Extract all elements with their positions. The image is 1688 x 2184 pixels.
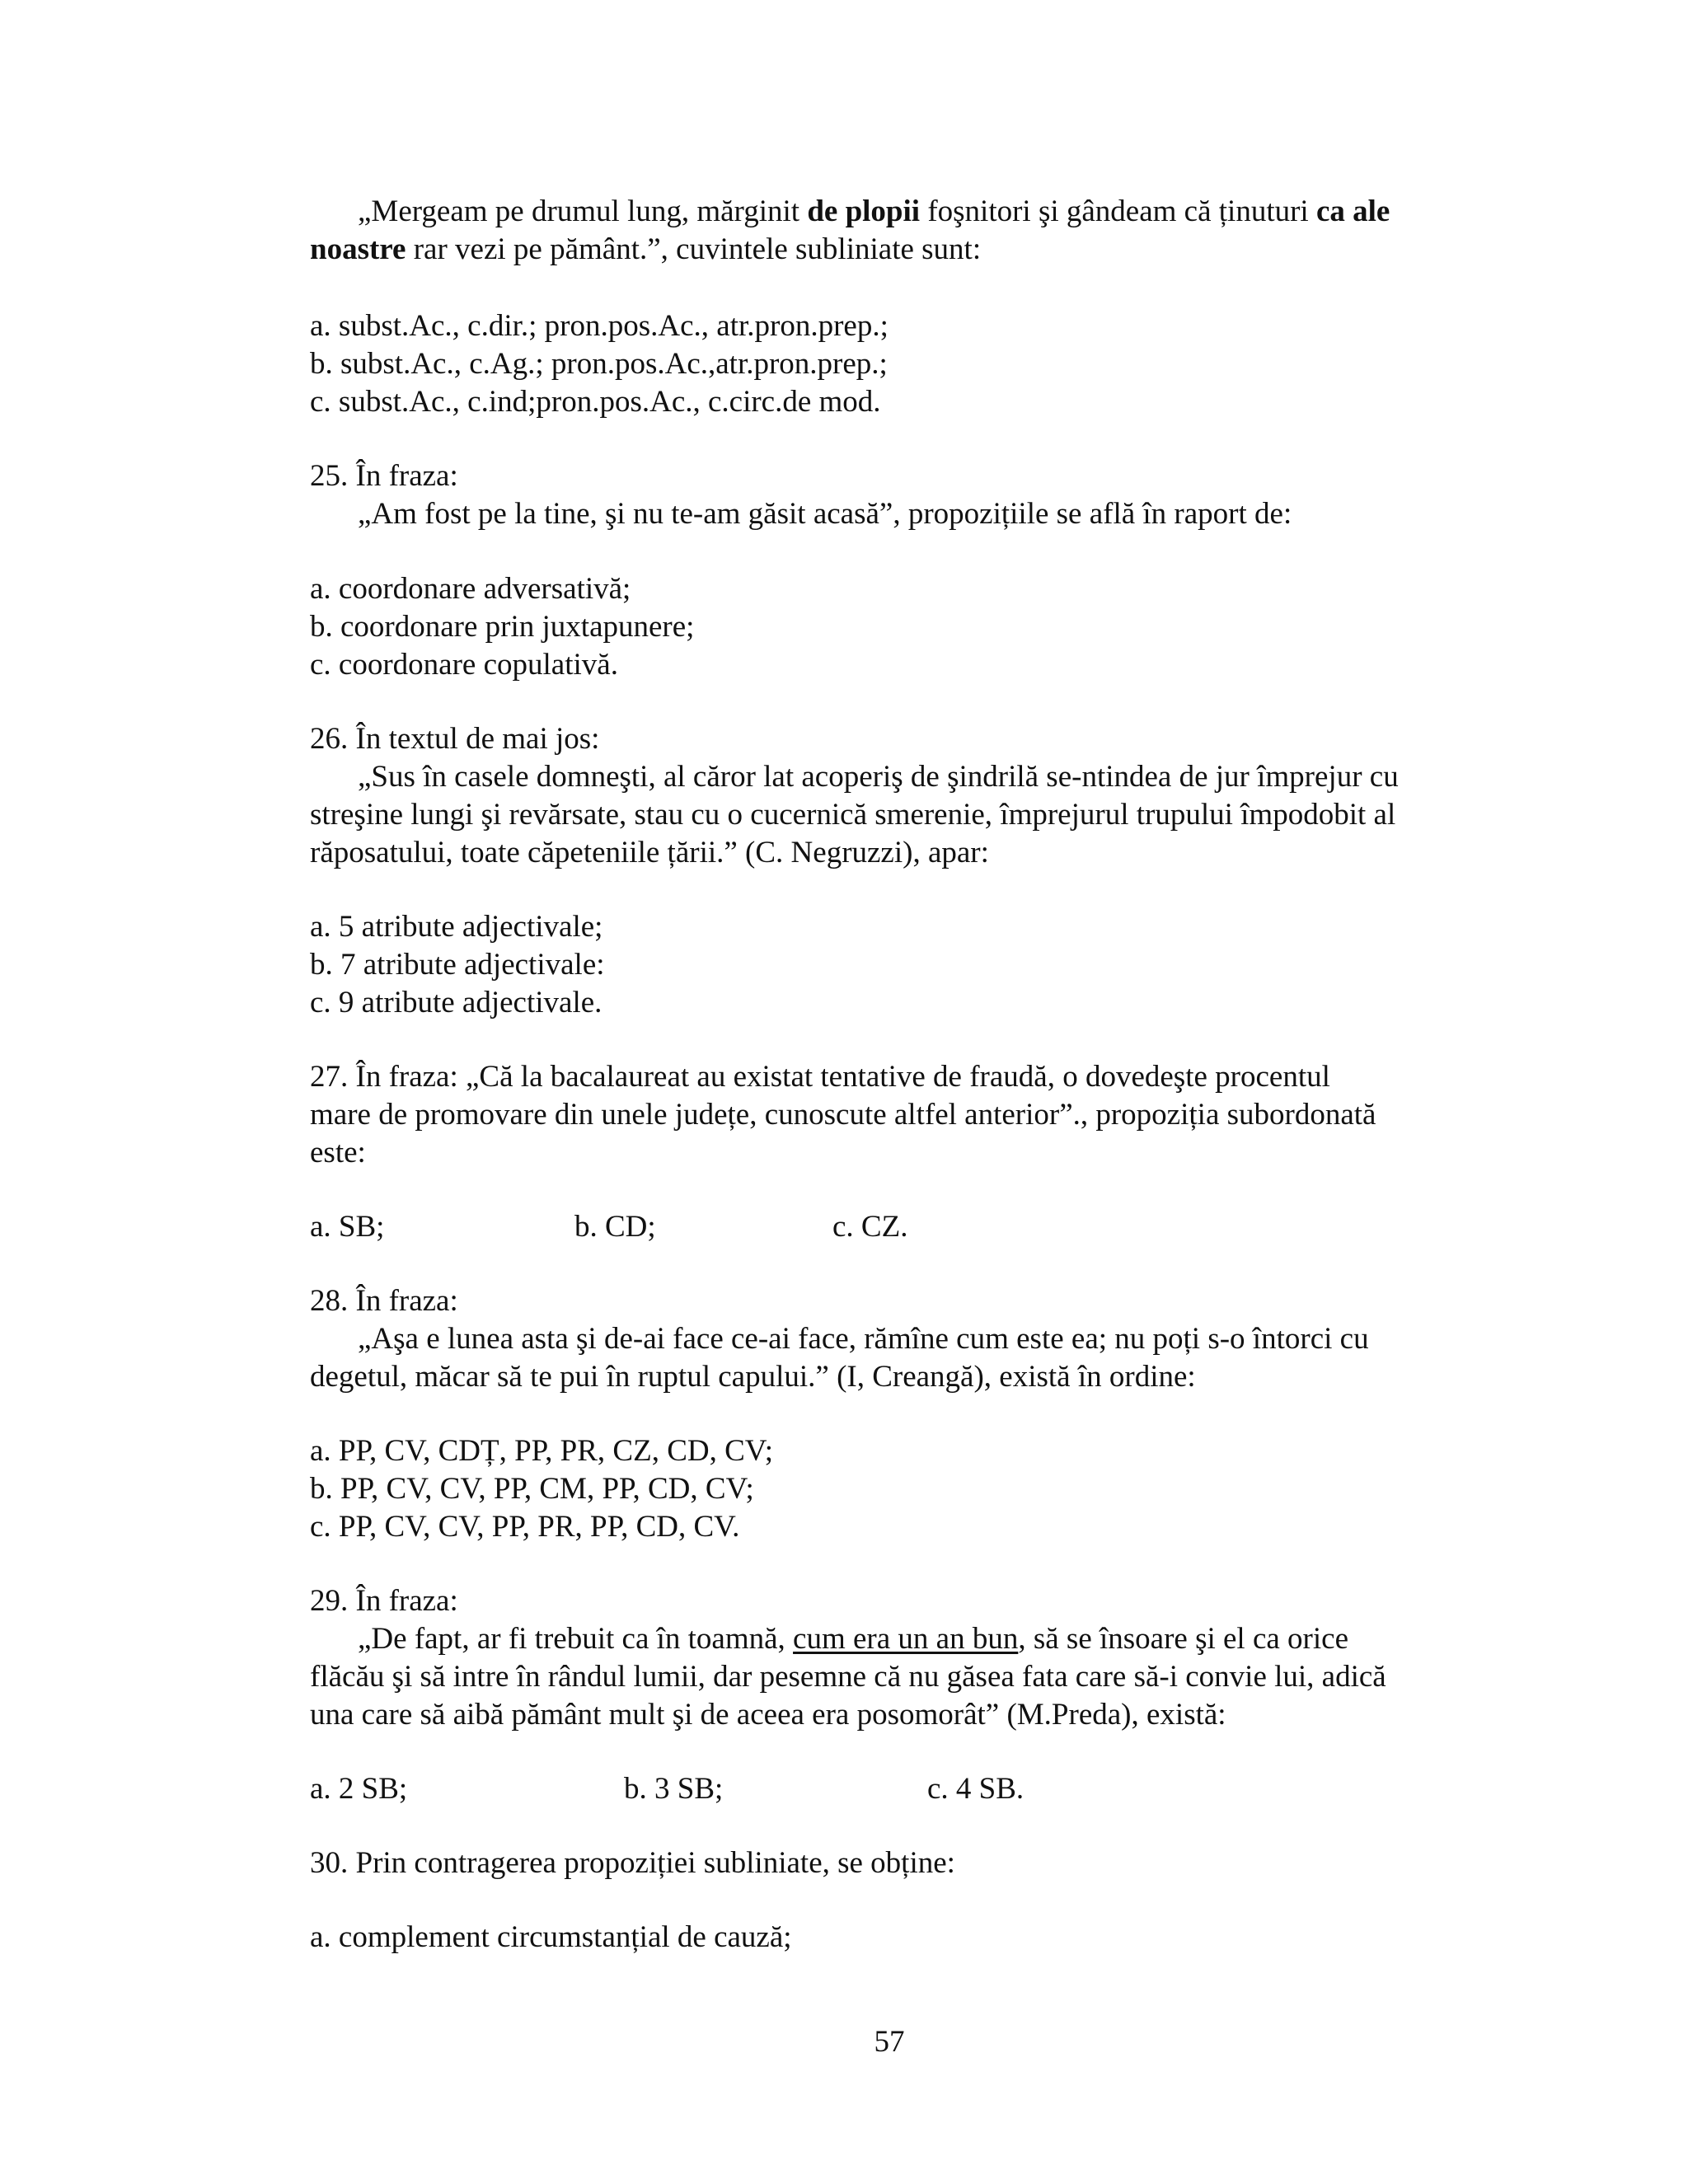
question-29-text: „De fapt, ar fi trebuit ca în toamnă, (358, 1622, 794, 1656)
question-29-underlined-clause: cum era un an bun (793, 1622, 1019, 1656)
question-25-option-a: a. coordonare adversativă; (310, 572, 631, 606)
question-29-option-a: a. 2 SB; (310, 1772, 408, 1806)
question-29-text: , să se însoare şi el ca orice (1018, 1622, 1349, 1656)
question-26-option-a: a. 5 atribute adjectivale; (310, 910, 603, 944)
intro-text: „Mergeam pe drumul lung, mărginit (358, 194, 808, 228)
intro-line-1 (358, 193, 1390, 231)
intro-bold-term: noastre (310, 232, 406, 266)
question-29-option-c: c. 4 SB. (927, 1772, 1025, 1806)
question-27-option-b: b. CD; (574, 1210, 656, 1244)
question-30-option-a: a. complement circumstanțial de cauză; (310, 1920, 792, 1954)
intro-text: rar vezi pe pământ.”, cuvintele subliniate sunt: (406, 232, 982, 266)
question-26-line-1: „Sus în casele domneşti, al căror lat acoperiş de şindrilă se-ntindea de jur împrejur cu (358, 760, 1399, 794)
intro-option-c: c. subst.Ac., c.ind;pron.pos.Ac., c.circ.de mod. (310, 385, 881, 419)
question-28-line-1: „Aşa e lunea asta şi de-ai face ce-ai face, rămîne cum este ea; nu poți s-o întorci cu (358, 1322, 1369, 1356)
question-29-heading: 29. În fraza: (310, 1584, 458, 1618)
intro-option-b: b. subst.Ac., c.Ag.; pron.pos.Ac.,atr.pron.prep.; (310, 347, 888, 381)
question-28-option-c: c. PP, CV, CV, PP, PR, PP, CD, CV. (310, 1510, 740, 1544)
question-29-line-3: una care să aibă pământ mult şi de aceea era posomorât” (M.Preda), există: (310, 1698, 1226, 1732)
question-27-option-c: c. CZ. (832, 1210, 908, 1244)
question-27-line-3: este: (310, 1136, 366, 1169)
question-29-line-1 (358, 1620, 1348, 1658)
question-26-heading: 26. În textul de mai jos: (310, 722, 600, 756)
question-30-heading: 30. Prin contragerea propoziției subliniate, se obține: (310, 1846, 955, 1880)
question-29-line-2: flăcău şi să intre în rândul lumii, dar pesemne că nu găsea fata care să-i convie lui, adică (310, 1660, 1386, 1694)
question-28-option-a: a. PP, CV, CDȚ, PP, PR, CZ, CD, CV; (310, 1434, 774, 1468)
question-26-option-c: c. 9 atribute adjectivale. (310, 986, 603, 1019)
intro-text: foşnitori şi gândeam că ținuturi (920, 194, 1316, 228)
question-28-heading: 28. În fraza: (310, 1284, 458, 1318)
question-25-option-b: b. coordonare prin juxtapunere; (310, 610, 695, 644)
question-26-option-b: b. 7 atribute adjectivale: (310, 948, 605, 982)
question-27-line-2: mare de promovare din unele județe, cunoscute altfel anterior”., propoziția subordonată (310, 1098, 1376, 1132)
question-27-option-a: a. SB; (310, 1210, 385, 1244)
intro-option-a: a. subst.Ac., c.dir.; pron.pos.Ac., atr.pron.prep.; (310, 309, 889, 343)
question-26-line-3: răposatului, toate căpeteniile țării.” (C. Negruzzi), apar: (310, 836, 989, 869)
question-28-option-b: b. PP, CV, CV, PP, CM, PP, CD, CV; (310, 1472, 754, 1506)
intro-bold-term: de plopii (807, 194, 921, 228)
question-29-option-b: b. 3 SB; (624, 1772, 724, 1806)
intro-line-2 (310, 231, 981, 269)
question-25-text: „Am fost pe la tine, şi nu te-am găsit acasă”, propozițiile se află în raport de: (358, 497, 1292, 531)
question-25-heading: 25. În fraza: (310, 459, 458, 493)
question-27-line-1: 27. În fraza: „Că la bacalaureat au existat tentative de fraudă, o dovedeşte procentul (310, 1060, 1330, 1094)
intro-bold-term: ca ale (1315, 194, 1390, 228)
question-25-option-c: c. coordonare copulativă. (310, 648, 618, 682)
page-number: 57 (874, 2025, 905, 2059)
question-26-line-2: streşine lungi şi revărsate, stau cu o cucernică smerenie, împrejurul trupului împodobit al (310, 798, 1396, 832)
question-28-line-2: degetul, măcar să te pui în ruptul capului.” (I, Creangă), există în ordine: (310, 1360, 1196, 1394)
